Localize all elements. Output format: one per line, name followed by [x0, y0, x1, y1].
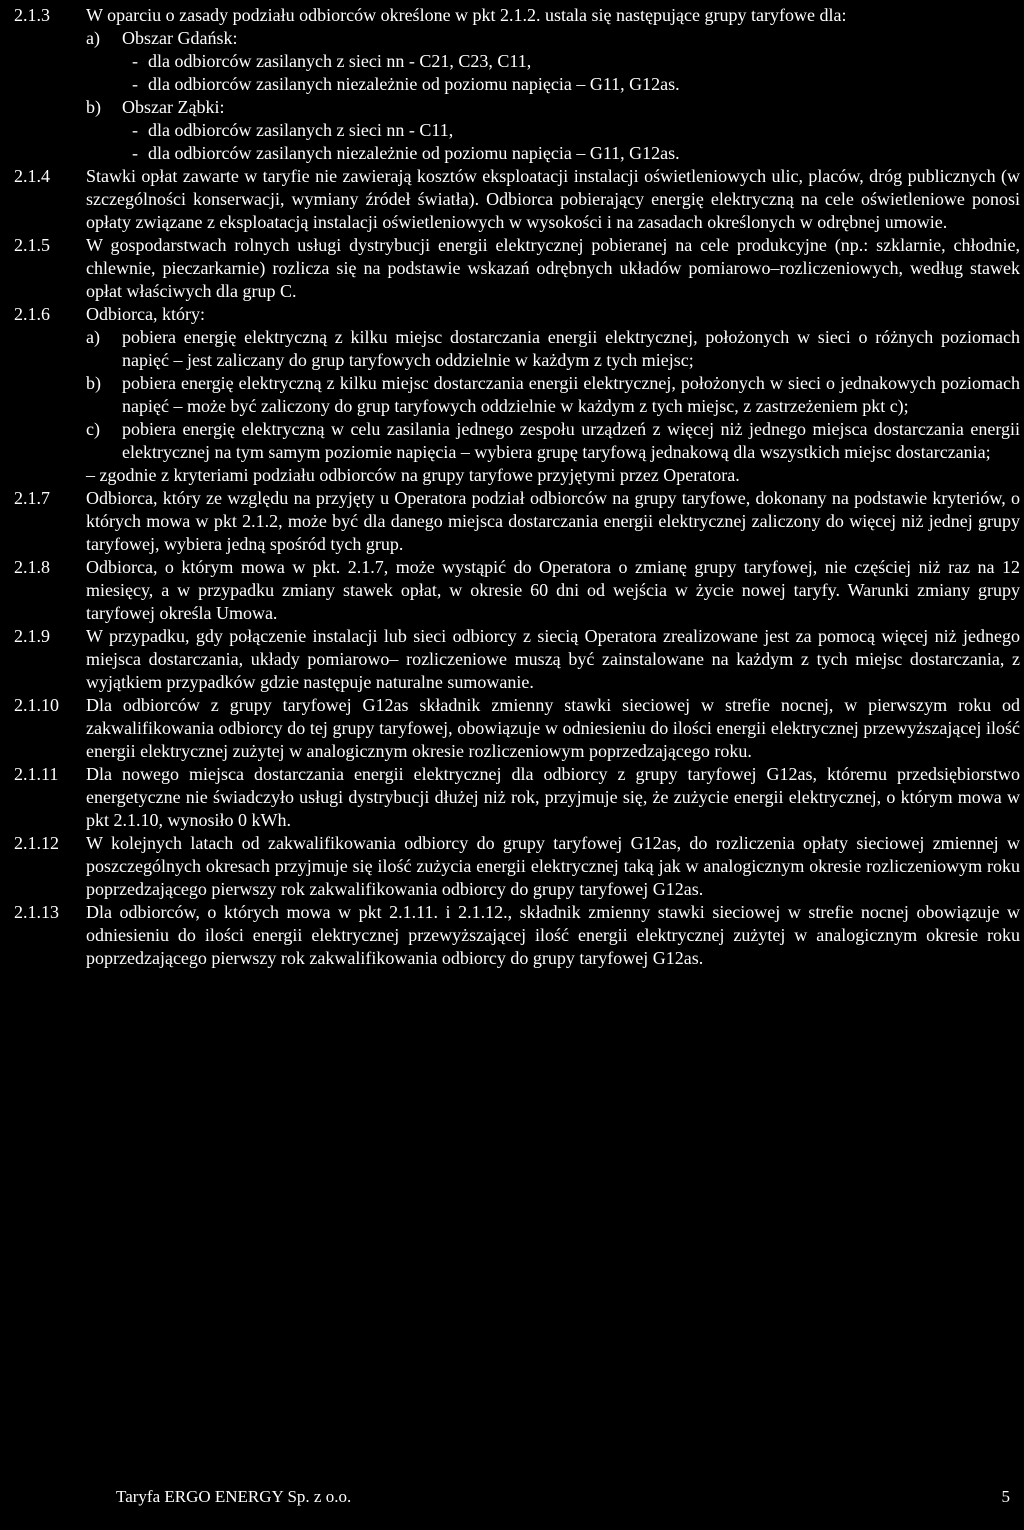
dash-bullet: -: [132, 120, 138, 140]
section-body: [86, 625, 1020, 694]
list-item: [86, 326, 1020, 372]
section-text: Dla odbiorców, o których mowa w pkt 2.1.11. i 2.1.12., składnik zmienny stawki sieciowej w strefie nocnej obowiązuje w odniesieniu do ilości energii elektrycznej przewyższającej ilość energii elektrycznej zużytej w analogicznym okresie roku poprzedzającego pierwszy rok zakwalifikowania odbiorcy do grupy taryfowej G12as.: [86, 902, 1020, 968]
sub-item-text: dla odbiorców zasilanych z sieci nn - C11,: [148, 120, 454, 140]
section-number: 2.1.8: [14, 557, 50, 577]
section: [14, 4, 1020, 165]
sub-item-text: dla odbiorców zasilanych z sieci nn - C21, C23, C11,: [148, 51, 532, 71]
section-body: [86, 4, 1020, 165]
item-label: a): [86, 28, 100, 48]
item-list: [86, 326, 1020, 464]
section-body: [86, 832, 1020, 901]
section: [14, 625, 1020, 694]
section-body: [86, 694, 1020, 763]
sub-item-text: dla odbiorców zasilanych niezależnie od poziomu napięcia – G11, G12as.: [148, 143, 680, 163]
section-number: 2.1.6: [14, 304, 50, 324]
section: [14, 165, 1020, 234]
section-body: [86, 901, 1020, 970]
section-number: 2.1.4: [14, 166, 50, 186]
section-body: [86, 234, 1020, 303]
section-number: 2.1.13: [14, 902, 59, 922]
section: [14, 303, 1020, 487]
item-label: a): [86, 327, 100, 347]
item-list: [86, 27, 1020, 165]
page-number: 5: [1001, 1487, 1010, 1506]
sub-item: [122, 50, 1020, 73]
document-body: [14, 4, 1020, 970]
section-text: W kolejnych latach od zakwalifikowania odbiorcy do grupy taryfowej G12as, do rozliczenia opłaty sieciowej zmiennej w poszczególnych okresach przyjmuje się ilość zużycia energii elektrycznej taką jak w analogicznym okresie rozliczeniowym roku poprzedzającego pierwszy rok zakwalifikowania odbiorcy do grupy taryfowej G12as.: [86, 833, 1020, 899]
section-number: 2.1.7: [14, 488, 50, 508]
section-text: W przypadku, gdy połączenie instalacji lub sieci odbiorcy z siecią Operatora zrealizowane jest za pomocą więcej niż jednego miejsca dostarczania, układy pomiarowo– rozliczeniowe muszą być zainstalowane na każdym z tych miejsc dostarczania, z wyjątkiem przypadków gdzie następuje naturalne sumowanie.: [86, 626, 1020, 692]
section-text: Odbiorca, który:: [86, 304, 205, 324]
section-number: 2.1.12: [14, 833, 59, 853]
dash-bullet: -: [132, 74, 138, 94]
section-text: Odbiorca, o którym mowa w pkt. 2.1.7, może wystąpić do Operatora o zmianę grupy taryfowej, nie częściej niż raz na 12 miesięcy, a w przypadku zmiany stawek opłat, w okresie 60 dni od wejścia w życie nowej taryfy. Warunki zmiany grupy taryfowej określa Umowa.: [86, 557, 1020, 623]
item-label: b): [86, 97, 101, 117]
list-item: [86, 418, 1020, 464]
item-text: Obszar Ząbki:: [122, 97, 225, 117]
section: [14, 694, 1020, 763]
section-tail-text: – zgodnie z kryteriami podziału odbiorców na grupy taryfowe przyjętymi przez Operatora.: [86, 465, 740, 485]
section-number: 2.1.3: [14, 5, 50, 25]
item-text: pobiera energię elektryczną z kilku miejsc dostarczania energii elektrycznej, położonych w sieci o różnych poziomach napięć – jest zaliczany do grup taryfowych oddzielnie w każdym z tych miejsc;: [122, 327, 1020, 370]
section: [14, 901, 1020, 970]
section-body: [86, 487, 1020, 556]
section-text: Dla nowego miejsca dostarczania energii elektrycznej dla odbiorcy z grupy taryfowej G12as, któremu przedsiębiorstwo energetyczne nie świadczyło usługi dystrybucji dłużej niż rok, przyjmuje się, że zużycie energii elektrycznej, o którym mowa w pkt 2.1.10, wynosiło 0 kWh.: [86, 764, 1020, 830]
section-text: Dla odbiorców z grupy taryfowej G12as składnik zmienny stawki sieciowej w strefie nocnej, w pierwszym roku od zakwalifikowania odbiorcy do tej grupy taryfowej, obowiązuje w odniesieniu do ilości energii elektrycznej przewyższającej ilość energii elektrycznej zużytej w analogicznym okresie rozliczeniowym poprzedzającego roku.: [86, 695, 1020, 761]
sub-item: [122, 119, 1020, 142]
section-body: [86, 556, 1020, 625]
footer-title: Taryfa ERGO ENERGY Sp. z o.o.: [116, 1487, 352, 1506]
section-text: Odbiorca, który ze względu na przyjęty u Operatora podział odbiorców na grupy taryfowe, dokonany na podstawie kryteriów, o których mowa w pkt 2.1.2, może być dla danego miejsca dostarczania energii elektrycznej zaliczony do więcej niż jednej grupy taryfowej, wybiera jedną spośród tych grup.: [86, 488, 1020, 554]
section: [14, 763, 1020, 832]
section: [14, 234, 1020, 303]
section: [14, 832, 1020, 901]
section-body: [86, 303, 1020, 487]
item-text: Obszar Gdańsk:: [122, 28, 238, 48]
item-text: pobiera energię elektryczną z kilku miejsc dostarczania energii elektrycznej, położonych w sieci o jednakowych poziomach napięć – może być zaliczony do grup taryfowych oddzielnie w każdym z tych miejsc, z zastrzeżeniem pkt c);: [122, 373, 1020, 416]
dash-bullet: -: [132, 51, 138, 71]
list-item: [86, 27, 1020, 50]
sub-item-text: dla odbiorców zasilanych niezależnie od poziomu napięcia – G11, G12as.: [148, 74, 680, 94]
section-body: [86, 763, 1020, 832]
item-label: b): [86, 373, 101, 393]
section: [14, 556, 1020, 625]
section-number: 2.1.10: [14, 695, 59, 715]
list-item: [86, 372, 1020, 418]
list-item: [86, 96, 1020, 119]
section: [14, 487, 1020, 556]
section-number: 2.1.9: [14, 626, 50, 646]
section-number: 2.1.11: [14, 764, 59, 784]
page-footer: [116, 1485, 1010, 1509]
section-number: 2.1.5: [14, 235, 50, 255]
section-text: W gospodarstwach rolnych usługi dystrybucji energii elektrycznej pobieranej na cele produkcyjne (np.: szklarnie, chłodnie, chlewnie, pieczarkarnie) rozlicza się na podstawie wskazań odrębnych układów pomiarowo–rozliczeniowych, według stawek opłat właściwych dla grup C.: [86, 235, 1020, 301]
sub-item: [122, 142, 1020, 165]
item-label: c): [86, 419, 100, 439]
sub-item: [122, 73, 1020, 96]
section-text: Stawki opłat zawarte w taryfie nie zawierają kosztów eksploatacji instalacji oświetleniowych ulic, placów, dróg publicznych (w szczególności konserwacji, wymiany źródeł światła). Odbiorca pobierający energię elektryczną na cele oświetleniowe ponosi opłaty związane z eksploatacją instalacji oświetleniowych w wysokości i na zasadach określonych w odrębnej umowie.: [86, 166, 1020, 232]
section-text: W oparciu o zasady podziału odbiorców określone w pkt 2.1.2. ustala się następujące grupy taryfowe dla:: [86, 5, 847, 25]
dash-bullet: -: [132, 143, 138, 163]
item-text: pobiera energię elektryczną w celu zasilania jednego zespołu urządzeń z więcej niż jednego miejsca dostarczania energii elektrycznej na tym samym poziomie napięcia – wybiera grupę taryfową jednakową dla wszystkich miejsc dostarczania;: [122, 419, 1020, 462]
section-body: [86, 165, 1020, 234]
